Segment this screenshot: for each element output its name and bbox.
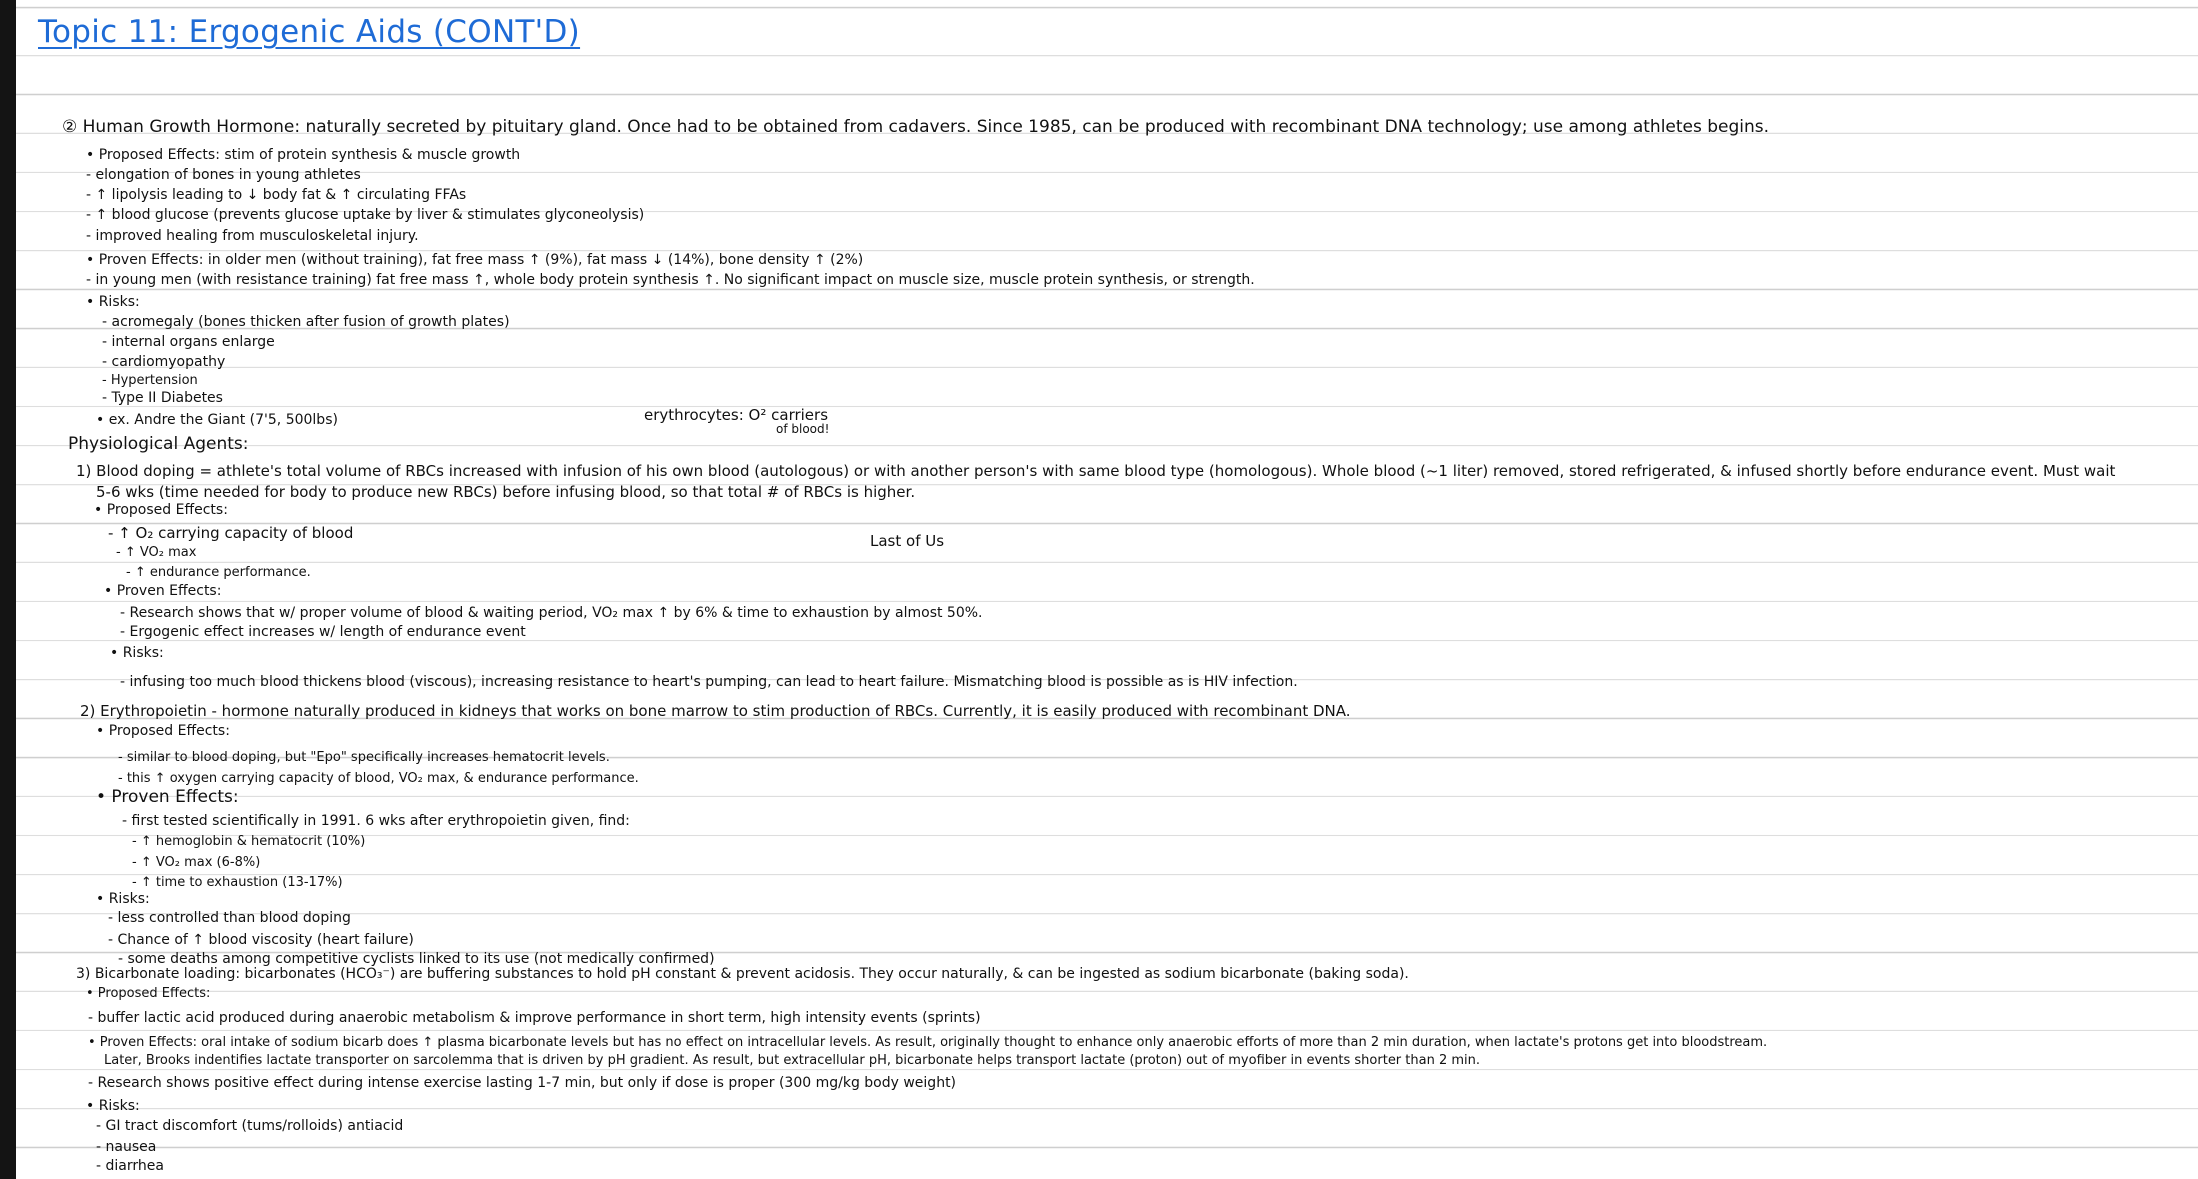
epo-risks-label: • Risks: [96,891,150,907]
erythrocytes-note: erythrocytes: O² carriers [644,406,829,424]
epo-proven-item: - first tested scientifically in 1991. 6 wks after erythropoietin given, find: [122,813,630,829]
hgh-risk-item: - internal organs enlarge [102,334,275,350]
bicarbonate-definition: 3) Bicarbonate loading: bicarbonates (HCO₃⁻) are buffering substances to hold pH constant & prevent acidosis. They occur naturally, & can be ingested as sodium bicarbonate (baking soda). [76,966,1409,982]
hgh-proposed-item: - ↑ blood glucose (prevents glucose uptake by liver & stimulates glyconeolysis) [86,207,645,223]
hgh-example: • ex. Andre the Giant (7'5, 500lbs) [96,412,338,428]
hgh-risk-item: - Hypertension [102,373,198,388]
bicarbonate-risk-item: - nausea [96,1139,157,1155]
blood-doping-proposed-item: - ↑ O₂ carrying capacity of blood [108,524,354,542]
epo-proven-effects: • Proven Effects: [96,787,239,807]
hgh-risks-label: • Risks: [86,294,140,310]
epo-risk-item: - less controlled than blood doping [108,910,351,926]
bicarbonate-proposed-item: - buffer lactic acid produced during anaerobic metabolism & improve performance in short term, high intensity events (sprints) [88,1010,981,1026]
blood-doping-proposed-item: - ↑ VO₂ max [116,545,197,560]
epo-proven-item: - ↑ hemoglobin & hematocrit (10%) [132,834,366,849]
bicarbonate-risk-item: - GI tract discomfort (tums/rolloids) antiacid [96,1118,404,1134]
epo-proposed-item: - this ↑ oxygen carrying capacity of blood, VO₂ max, & endurance performance. [118,771,639,786]
blood-doping-proposed-item: - ↑ endurance performance. [126,565,311,580]
epo-risk-item: - some deaths among competitive cyclists linked to its use (not medically confirmed) [118,951,715,967]
epo-proven-item: - ↑ time to exhaustion (13-17%) [132,875,343,890]
hgh-proposed-item: - ↑ lipolysis leading to ↓ body fat & ↑ circulating FFAs [86,187,467,203]
bicarbonate-risk-item: - diarrhea [96,1158,164,1174]
hgh-proposed-effects: • Proposed Effects: stim of protein synthesis & muscle growth [86,147,521,163]
hgh-risk-item: - acromegaly (bones thicken after fusion of growth plates) [102,314,510,330]
blood-doping-definition: 1) Blood doping = athlete's total volume of RBCs increased with infusion of his own blood (autologous) or with another person's with same blood type (homologous). Whole blood (~1 liter) removed, stored refrigerated, & infused shortly before endurance event. Must wait [76,462,2116,480]
blood-doping-proposed-effects: • Proposed Effects: [94,502,228,518]
hgh-proposed-item: - improved healing from musculoskeletal injury. [86,228,419,244]
blood-doping-risk-item: - infusing too much blood thickens blood (viscous), increasing resistance to heart's pumping, can lead to heart failure. Mismatching blood is possible as is HIV infection. [120,674,1298,690]
blood-doping-proven-item: - Research shows that w/ proper volume of blood & waiting period, VO₂ max ↑ by 6% & time to exhaustion by almost 50%. [120,605,983,621]
epo-risk-item: - Chance of ↑ blood viscosity (heart failure) [108,932,414,948]
blood-doping-proven-effects: • Proven Effects: [104,583,222,599]
note-page [16,0,2198,1179]
epo-proposed-effects: • Proposed Effects: [96,723,230,739]
page-title: Topic 11: Ergogenic Aids (CONT'D) [38,14,581,50]
bicarbonate-risks-label: • Risks: [86,1098,140,1114]
hgh-risk-item: - Type II Diabetes [102,390,223,406]
bicarbonate-proven-cont: Later, Brooks indentifies lactate transporter on sarcolemma that is driven by pH gradient. As result, but extracellular pH, bicarbonate helps transport lactate (proton) out of myofiber in events shorter than 2 min. [104,1053,1481,1068]
epo-proposed-item: - similar to blood doping, but "Epo" specifically increases hematocrit levels. [118,750,610,765]
hgh-proven-effects: • Proven Effects: in older men (without training), fat free mass ↑ (9%), fat mass ↓ (14%), bone density ↑ (2%) [86,252,864,268]
hgh-heading: ② Human Growth Hormone: naturally secreted by pituitary gland. Once had to be obtained from cadavers. Since 1985, can be produced with recombinant DNA technology; use among athletes begins. [62,117,1770,137]
blood-doping-proven-item: - Ergogenic effect increases w/ length of endurance event [120,624,526,640]
blood-doping-risks-label: • Risks: [110,645,164,661]
physiological-agents-heading: Physiological Agents: [68,434,249,454]
erythrocytes-note-sub: of blood! [776,422,830,436]
bicarbonate-proposed-effects: • Proposed Effects: [86,986,211,1001]
hgh-proven-item: - in young men (with resistance training) fat free mass ↑, whole body protein synthesis ↑. No significant impact on muscle size, muscle protein synthesis, or strength. [86,272,1255,288]
hgh-proposed-item: - elongation of bones in young athletes [86,167,361,183]
epo-definition: 2) Erythropoietin - hormone naturally produced in kidneys that works on bone marrow to stim production of RBCs. Currently, it is easily produced with recombinant DNA. [80,702,1351,720]
last-of-us-note: Last of Us [870,532,945,550]
bicarbonate-proven-effects: • Proven Effects: oral intake of sodium bicarb does ↑ plasma bicarbonate levels but has no effect on intracellular levels. As result, originally thought to enhance only anaerobic efforts of more than 2 min duration, when lactate's protons get into bloodstream. [88,1035,1768,1050]
hgh-risk-item: - cardiomyopathy [102,354,226,370]
blood-doping-definition-cont: 5-6 wks (time needed for body to produce new RBCs) before infusing blood, so that total # of RBCs is higher. [96,483,916,501]
epo-proven-item: - ↑ VO₂ max (6-8%) [132,855,261,870]
bicarbonate-research: - Research shows positive effect during intense exercise lasting 1-7 min, but only if dose is proper (300 mg/kg body weight) [88,1075,957,1091]
